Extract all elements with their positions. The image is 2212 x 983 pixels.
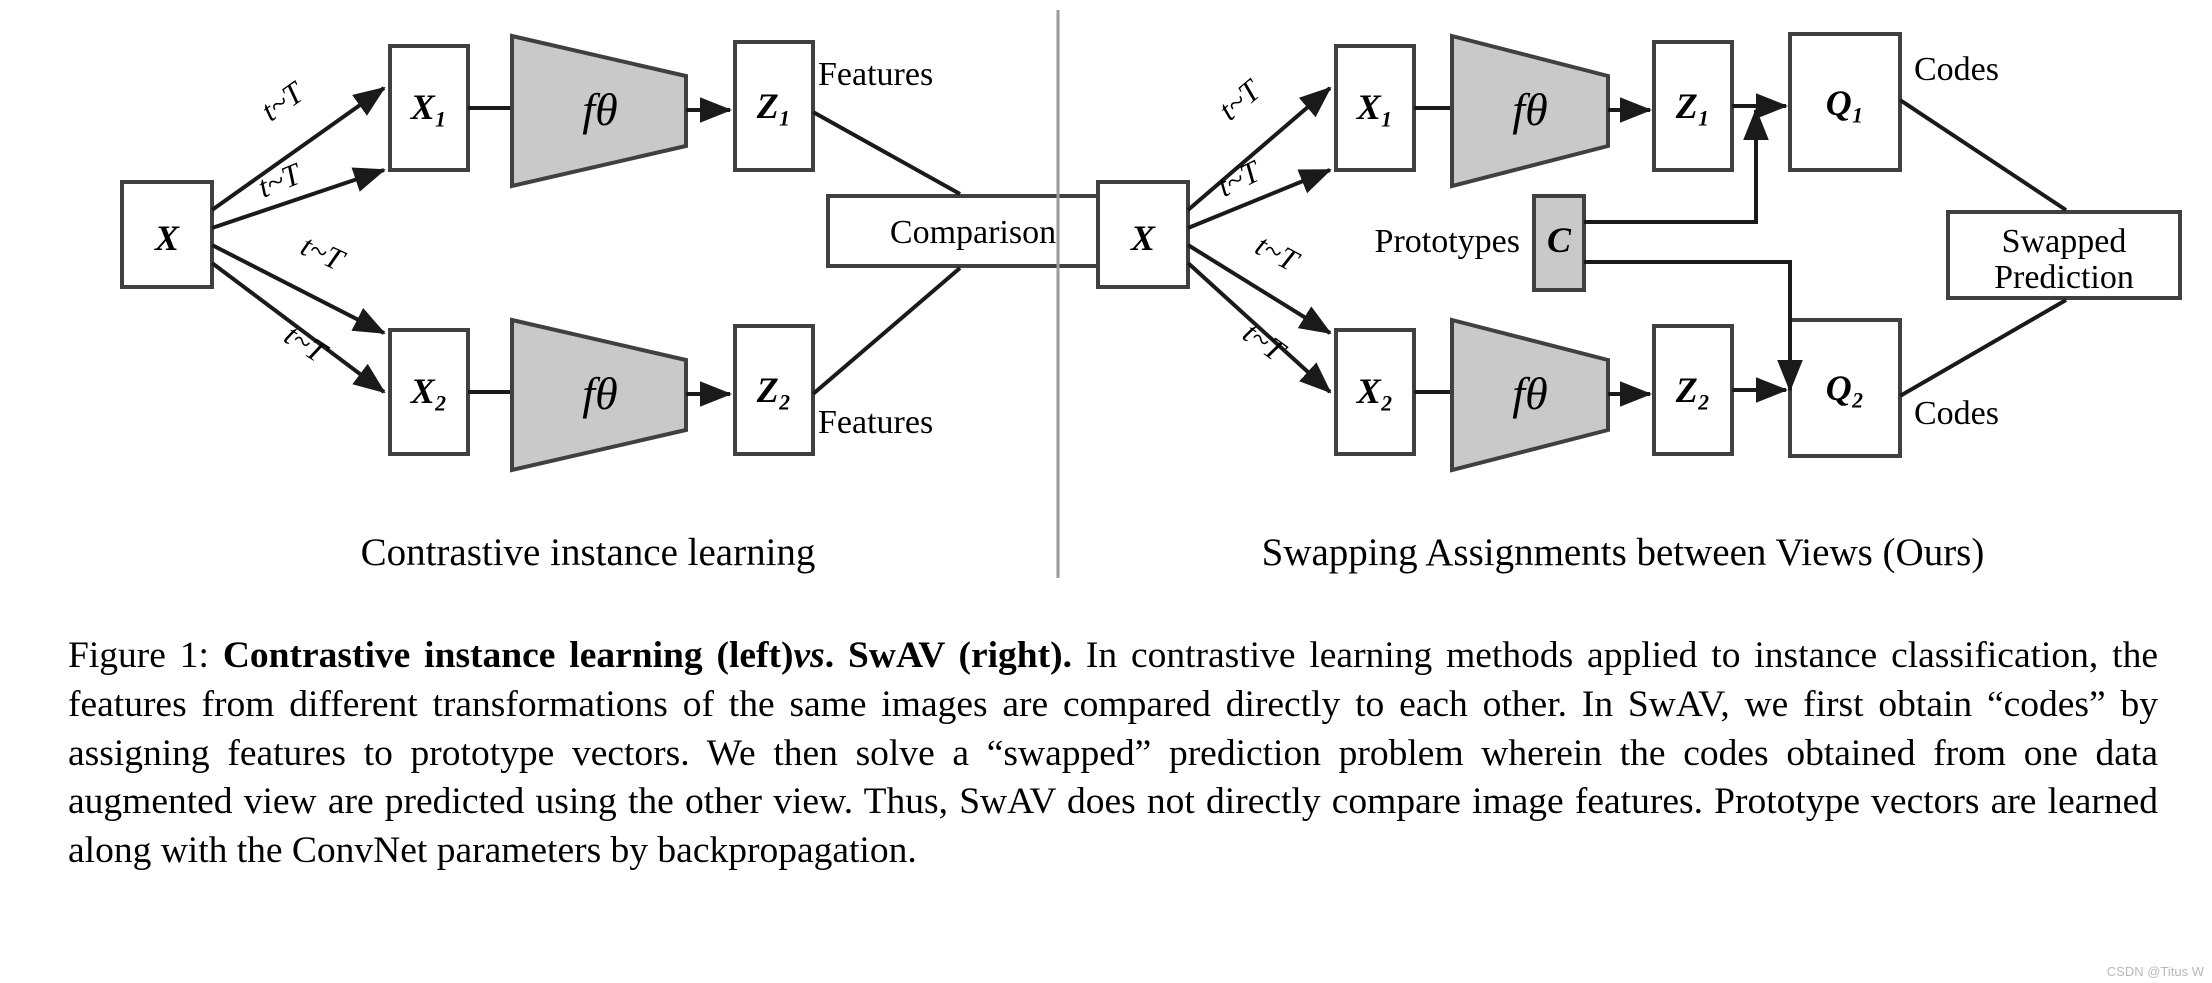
right-node-c-label: C <box>1546 220 1572 260</box>
right-annotation-prototypes: Prototypes <box>1374 223 1520 260</box>
left-edge-z2-to-comparison <box>813 268 960 394</box>
figure-caption-title-part2: . SwAV (right). <box>824 635 1072 676</box>
right-node-x-label: X <box>1130 218 1156 258</box>
left-encoder-f1-label: fθ <box>582 84 618 135</box>
right-node-x1-label: X₁ <box>1356 87 1394 127</box>
left-node-x2-label: X₂ <box>410 371 448 411</box>
left-node-z2-label: Z₂ <box>756 370 792 410</box>
figure-caption <box>68 632 2158 876</box>
right-node-x2-label: X₂ <box>1356 371 1394 411</box>
right-node-z2-label: Z₂ <box>1675 370 1711 410</box>
left-annotation-features-bottom: Features <box>818 404 934 441</box>
right-node-q1-label: Q₁ <box>1825 83 1865 123</box>
figure-caption-body: In contrastive learning methods applied to instance classification, the features from different transformations of the same images are compared directly to each other. In SwAV, we first obtain “codes” by assigning features to prototype vectors. We then solve a “swapped” prediction problem wherein the codes obtained from one data augmented view are predicted using the other view. Thus, SwAV does not directly compare image features. Prototype vectors are learned along with the ConvNet parameters by backpropagation. <box>68 635 2158 871</box>
right-annotation-codes-top: Codes <box>1914 51 1999 88</box>
figure-caption-title-vs: vs <box>793 635 825 676</box>
figure-caption-label: Figure 1: <box>68 635 209 676</box>
right-edge-label-t4: t~T <box>1236 314 1292 369</box>
right-encoder-f1-label: fθ <box>1512 84 1548 135</box>
right-edge-q1-to-swapped <box>1900 100 2066 210</box>
figure-caption-title-part1: Contrastive instance learning (left) <box>222 635 794 676</box>
left-edge-label-t3: t~T <box>295 227 350 278</box>
watermark-text: CSDN @Titus W <box>2106 964 2204 979</box>
left-panel-caption: Contrastive instance learning <box>360 531 816 574</box>
left-encoder-f2-label: fθ <box>582 368 618 419</box>
right-panel-caption: Swapping Assignments between Views (Ours) <box>1261 531 1985 574</box>
right-node-z1-label: Z₁ <box>1675 86 1711 126</box>
right-node-q2-label: Q₂ <box>1825 368 1865 408</box>
left-edge-label-t1: t~T <box>254 74 310 128</box>
left-node-comparison-label: Comparison <box>889 214 1057 251</box>
left-edge-label-t2: t~T <box>252 156 306 205</box>
right-annotation-codes-bottom: Codes <box>1914 395 1999 432</box>
left-node-x1-label: X₁ <box>410 87 448 127</box>
left-node-z1-label: Z₁ <box>756 86 792 126</box>
right-edge-x-to-x1 <box>1188 88 1330 210</box>
right-edge-label-t1: t~T <box>1211 72 1267 128</box>
left-edge-z1-to-comparison <box>813 112 960 194</box>
left-edge-label-t4: t~T <box>278 316 334 370</box>
left-annotation-features-top: Features <box>818 56 934 93</box>
right-node-swapped-line2: Prediction <box>1994 259 2134 296</box>
right-edge-label-t2: t~T <box>1211 153 1266 204</box>
right-node-swapped-line1: Swapped <box>2001 223 2127 260</box>
left-node-x-label: X <box>154 218 180 258</box>
right-encoder-f2-label: fθ <box>1512 368 1548 419</box>
right-edge-q2-to-swapped <box>1900 300 2066 396</box>
right-edge-label-t3: t~T <box>1249 227 1304 279</box>
